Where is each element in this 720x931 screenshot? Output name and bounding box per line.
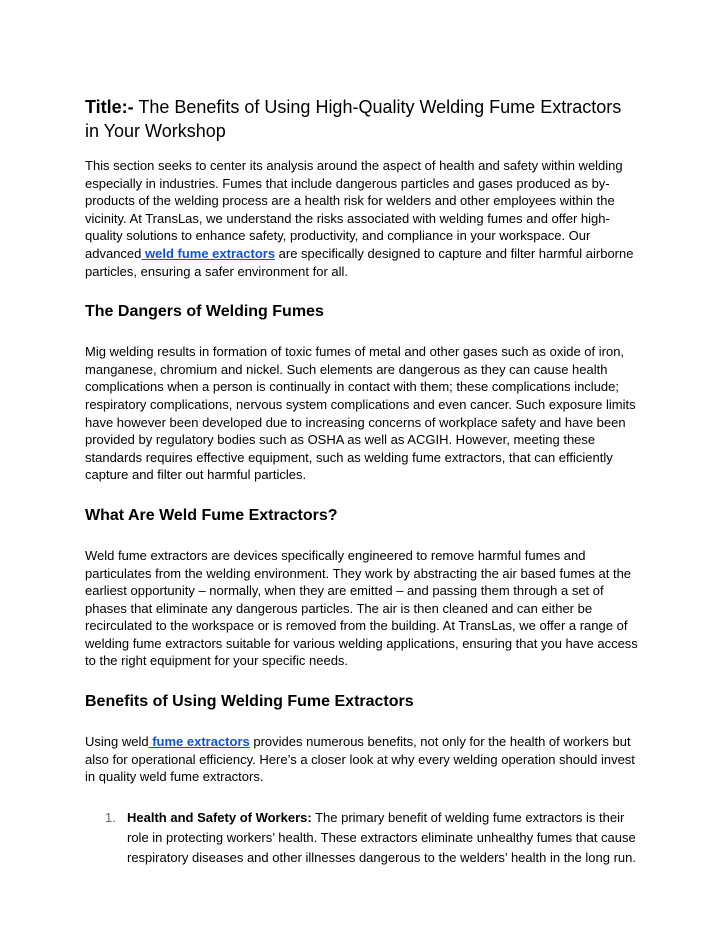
benefits-list	[85, 808, 640, 868]
what-are-extractors-heading: What Are Weld Fume Extractors?	[85, 506, 338, 524]
benefits-heading: Benefits of Using Welding Fume Extractors	[85, 693, 414, 711]
list-item	[85, 808, 640, 868]
benefits-paragraph	[85, 733, 640, 786]
weld-fume-extractors-link[interactable]: weld fume extractors	[141, 245, 276, 261]
what-are-extractors-paragraph: Weld fume extractors are devices specifically engineered to remove harmful fumes and particulates from the welding environment. They work by abstracting the air based fumes at the earliest opportunity – normally, when they are emitted – and passing them through a set of phases that eliminate any dangerous particles. The air is then cleaned and can either be recirculated to the workspace or is removed from the building. At TransLas, we offer a range of welding fume extractors suitable for various welding applications, ensuring that you have access to the right equipment for your specific needs.	[85, 547, 638, 669]
fume-extractors-link[interactable]: fume extractors	[148, 734, 250, 750]
benefits-text-after-link: provides numerous benefits, not only for the health of workers but also for operational efficiency. Here’s a closer look at why every welding operation should invest in quality weld fume extractors.	[85, 734, 635, 785]
title-text: The Benefits of Using High-Quality Welding Fume Extractors in Your Workshop	[85, 97, 622, 141]
dangers-heading: The Dangers of Welding Fumes	[85, 303, 324, 321]
document-title	[85, 95, 640, 143]
intro-paragraph	[85, 157, 640, 280]
document-page	[85, 95, 640, 868]
dangers-paragraph: Mig welding results in formation of toxic fumes of metal and other gases such as oxide of iron, manganese, chromium and nickel. Such elements are dangerous as they can cause health complications when a person is continually in contact with them; these complications include; respiratory complications, nervous system complications and even cancer. Such exposure limits have however been developed due to increasing concerns of workplace safety and have been provided by regulatory bodies such as OSHA as well as ACGIH. However, meeting these standards requires effective equipment, such as welding fume extractors, that can efficiently capture and filter out harmful particles.	[85, 344, 636, 483]
title-label: Title:-	[85, 97, 134, 117]
benefits-text-before-link: Using weld	[85, 734, 149, 750]
intro-text-before-link: This section seeks to center its analysis around the aspect of health and safety within welding especially in industries. Fumes that include dangerous particles and gases produced as by-products of the welding process are a health risk for welders and other employees within the vicinity. At TransLas, we understand the risks associated with welding fumes and offer high-quality solutions to enhance safety, productivity, and compliance in your workspace. Our advanced	[85, 158, 623, 261]
list-item-number: 1.	[105, 809, 116, 825]
intro-text-after-link: are specifically designed to capture and filter harmful airborne particles, ensuring a safer environment for all.	[85, 245, 634, 279]
list-item-text: The primary benefit of welding fume extractors is their role in protecting workers’ health. These extractors eliminate unhealthy fumes that cause respiratory diseases and other illnesses dangerous to the welders’ health in the long run.	[127, 809, 636, 865]
list-item-heading: Health and Safety of Workers:	[127, 809, 312, 825]
